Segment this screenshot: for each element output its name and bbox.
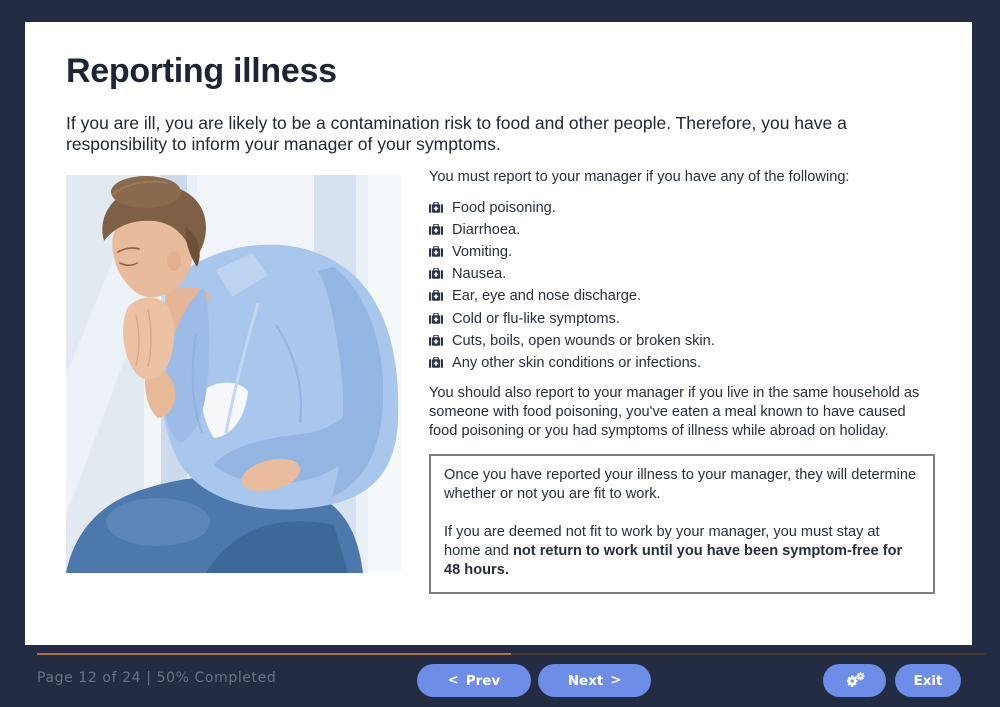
list-intro: You must report to your manager if you have any of the following: <box>429 169 850 185</box>
medkit-icon <box>429 357 443 370</box>
prev-label: Prev <box>465 672 501 689</box>
symptom-text: Nausea. <box>452 266 507 283</box>
settings-button[interactable] <box>823 664 886 697</box>
medkit-icon <box>429 224 443 237</box>
callout-bold-text: not return to work until you have been symptom-free for 48 hours. <box>444 542 903 578</box>
list-item <box>429 264 935 286</box>
chevron-right-icon: > <box>610 672 622 688</box>
exit-button[interactable] <box>895 664 961 697</box>
next-label: Next <box>567 672 604 689</box>
medkit-icon <box>429 313 443 326</box>
symptom-text: Food poisoning. <box>452 199 556 216</box>
gears-icon <box>843 671 867 691</box>
list-item <box>429 219 935 241</box>
medkit-icon <box>429 246 443 259</box>
symptom-text: Cold or flu-like symptoms. <box>452 310 620 327</box>
symptom-text: Any other skin conditions or infections. <box>452 354 702 371</box>
symptom-list <box>429 197 935 375</box>
medkit-icon <box>429 202 443 215</box>
course-progress-bar <box>37 653 985 655</box>
slide-card <box>25 22 972 645</box>
medkit-icon <box>429 268 443 281</box>
page-status: Page 12 of 24 | 50% Completed <box>37 670 277 686</box>
callout-box <box>429 454 935 594</box>
household-note: You should also report to your manager if you live in the same household as someone with food poisoning, you've eaten a meal known to have caused food poisoning or you had symptoms of illness while abroad on holiday. <box>429 384 920 439</box>
callout-paragraph-2: If you are deemed not fit to work by your manager, you must stay at home and not return to work until you have been symptom-free for 48 hours. <box>444 523 903 578</box>
medkit-icon <box>429 335 443 348</box>
progress-fill <box>37 653 511 655</box>
page-title: Reporting illness <box>66 52 337 90</box>
symptom-text: Vomiting. <box>452 243 513 260</box>
ill-woman-photo <box>66 175 401 573</box>
ill-woman-illustration <box>66 175 401 573</box>
intro-paragraph: If you are ill, you are likely to be a contamination risk to food and other people. Therefore, you have a responsibility to inform your manager of your symptoms. <box>66 113 847 154</box>
exit-label: Exit <box>913 672 943 689</box>
prev-button[interactable] <box>417 664 531 697</box>
next-button[interactable] <box>538 664 651 697</box>
medkit-icon <box>429 290 443 303</box>
list-item <box>429 330 935 352</box>
list-item <box>429 286 935 308</box>
symptom-text: Ear, eye and nose discharge. <box>452 288 642 305</box>
list-item <box>429 308 935 330</box>
content-column <box>429 168 935 594</box>
list-item <box>429 352 935 374</box>
list-item <box>429 241 935 263</box>
symptom-text: Diarrhoea. <box>452 221 521 238</box>
symptom-text: Cuts, boils, open wounds or broken skin. <box>452 332 715 349</box>
list-item <box>429 197 935 219</box>
chevron-left-icon: < <box>447 672 459 688</box>
callout-paragraph-1: Once you have reported your illness to your manager, they will determine whether or not you are fit to work. <box>444 466 917 502</box>
